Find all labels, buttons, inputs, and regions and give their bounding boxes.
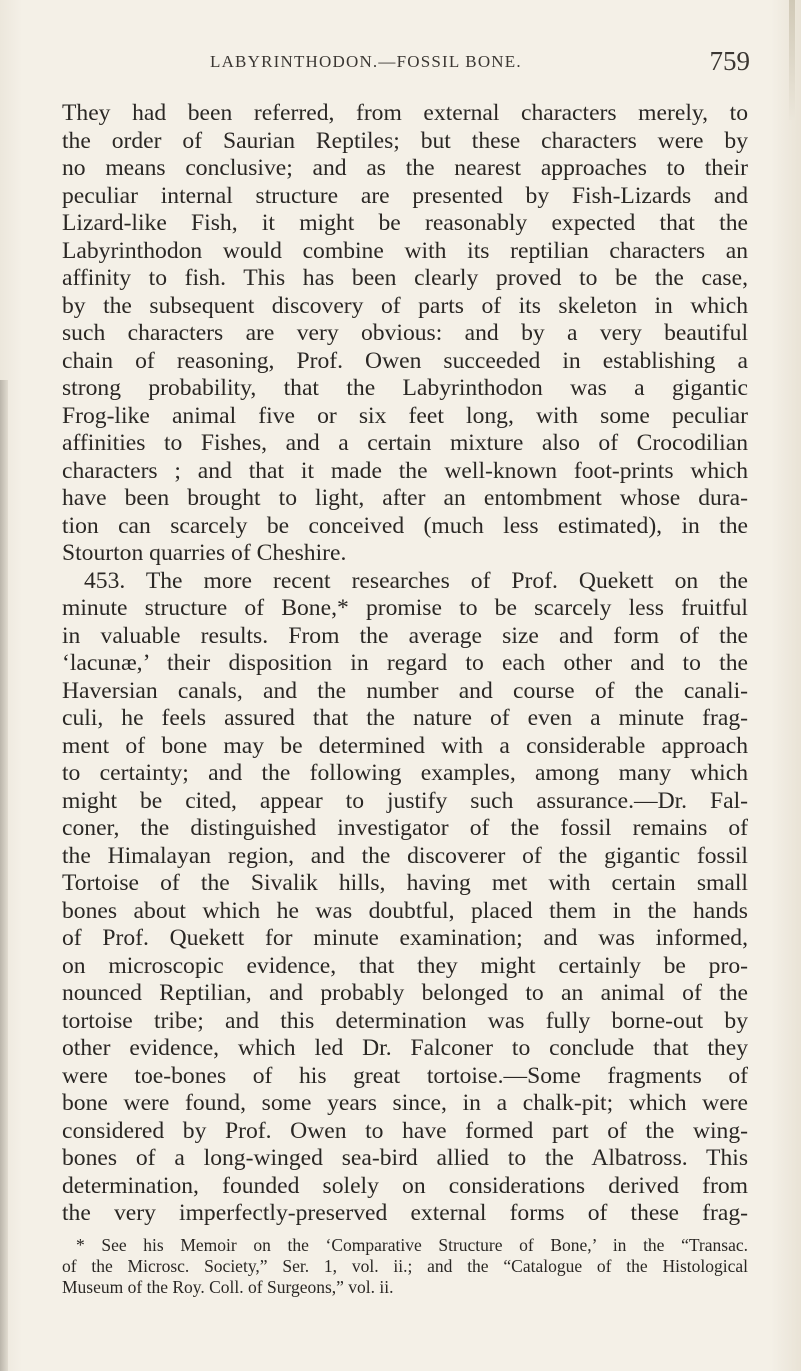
page-edge-mark	[789, 0, 795, 120]
text-line: nounced Reptilian, and probably belonged to an animal of the	[62, 980, 748, 1006]
paragraph-start-line: 453. The more recent researches of Prof. Quekett on the	[84, 567, 748, 594]
text-line: might be cited, appear to justify such assurance.—Dr. Fal-	[62, 787, 748, 814]
text-line: They had been referred, from external characters merely, to	[62, 100, 748, 126]
text-line: Tortoise of the Sivalik hills, having met with certain small	[62, 870, 748, 896]
running-head: LABYRINTHODON.—FOSSIL BONE.	[210, 52, 522, 71]
text-line: considered by Prof. Owen to have formed part of the wing-	[62, 1117, 748, 1144]
text-line: determination, founded solely on considerations derived from	[62, 1172, 748, 1199]
text-line: coner, the distinguished investigator of the fossil remains of	[62, 815, 748, 841]
footnote-line: * See his Memoir on the ‘Comparative Structure of Bone,’ in the “Transac.	[76, 1235, 748, 1255]
page-number: 759	[709, 46, 750, 76]
text-line: of Prof. Quekett for minute examination; and was informed,	[62, 925, 748, 951]
text-line: minute structure of Bone,* promise to be scarcely less fruitful	[62, 595, 748, 621]
body-text	[62, 100, 748, 1228]
text-line: the Himalayan region, and the discoverer of the gigantic fossil	[62, 842, 748, 869]
text-line: culi, he feels assured that the nature of even a minute frag-	[62, 705, 748, 731]
text-line: Lizard-like Fish, it might be reasonably expected that the	[62, 210, 748, 236]
text-line: chain of reasoning, Prof. Owen succeeded in establishing a	[62, 347, 748, 374]
text-line: by the subsequent discovery of parts of its skeleton in which	[62, 292, 748, 319]
text-line: no means conclusive; and as the nearest approaches to their	[62, 155, 748, 181]
paragraph-end-line: Stourton quarries of Cheshire.	[62, 540, 347, 566]
text-line: strong probability, that the Labyrinthodon was a gigantic	[62, 375, 748, 401]
text-line: ‘lacunæ,’ their disposition in regard to each other and to the	[62, 650, 748, 676]
footnote-line: Museum of the Roy. Coll. of Surgeons,” vol. ii.	[62, 1277, 394, 1297]
binding-edge	[0, 380, 8, 1371]
text-line: characters ; and that it made the well-known foot-prints which	[62, 457, 748, 484]
text-line: bones of a long-winged sea-bird allied to the Albatross. This	[62, 1145, 748, 1171]
text-line: on microscopic evidence, that they might certainly be pro-	[62, 952, 748, 979]
text-line: the order of Saurian Reptiles; but these characters were by	[62, 127, 748, 154]
text-line: ment of bone may be determined with a considerable approach	[62, 732, 748, 759]
text-line: Labyrinthodon would combine with its reptilian characters an	[62, 237, 748, 264]
text-line: in valuable results. From the average size and form of the	[62, 622, 748, 649]
text-line: were toe-bones of his great tortoise.—Some fragments of	[62, 1062, 748, 1089]
text-line: affinities to Fishes, and a certain mixture also of Crocodilian	[62, 430, 748, 456]
text-line: the very imperfectly-preserved external forms of these frag-	[62, 1200, 748, 1226]
text-line: other evidence, which led Dr. Falconer to conclude that they	[62, 1035, 748, 1061]
text-line: Haversian canals, and the number and course of the canali-	[62, 677, 748, 704]
text-line: bone were found, some years since, in a chalk-pit; which were	[62, 1090, 748, 1116]
text-line: such characters are very obvious: and by a very beautiful	[62, 320, 748, 346]
text-line: have been brought to light, after an entombment whose dura-	[62, 485, 748, 511]
text-line: tortoise tribe; and this determination was fully borne-out by	[62, 1007, 748, 1034]
text-line: peculiar internal structure are presented by Fish-Lizards and	[62, 182, 748, 209]
footnote-line: of the Microsc. Society,” Ser. 1, vol. ii.; and the “Catalogue of the Histological	[62, 1256, 748, 1276]
page-header	[210, 46, 750, 82]
text-line: to certainty; and the following examples, among many which	[62, 760, 748, 786]
text-line: affinity to fish. This has been clearly proved to be the case,	[62, 265, 748, 291]
text-line: Frog-like animal five or six feet long, with some peculiar	[62, 402, 748, 429]
text-line: bones about which he was doubtful, placed them in the hands	[62, 897, 748, 924]
text-line: tion can scarcely be conceived (much less estimated), in the	[62, 512, 748, 539]
footnote	[62, 1235, 748, 1298]
